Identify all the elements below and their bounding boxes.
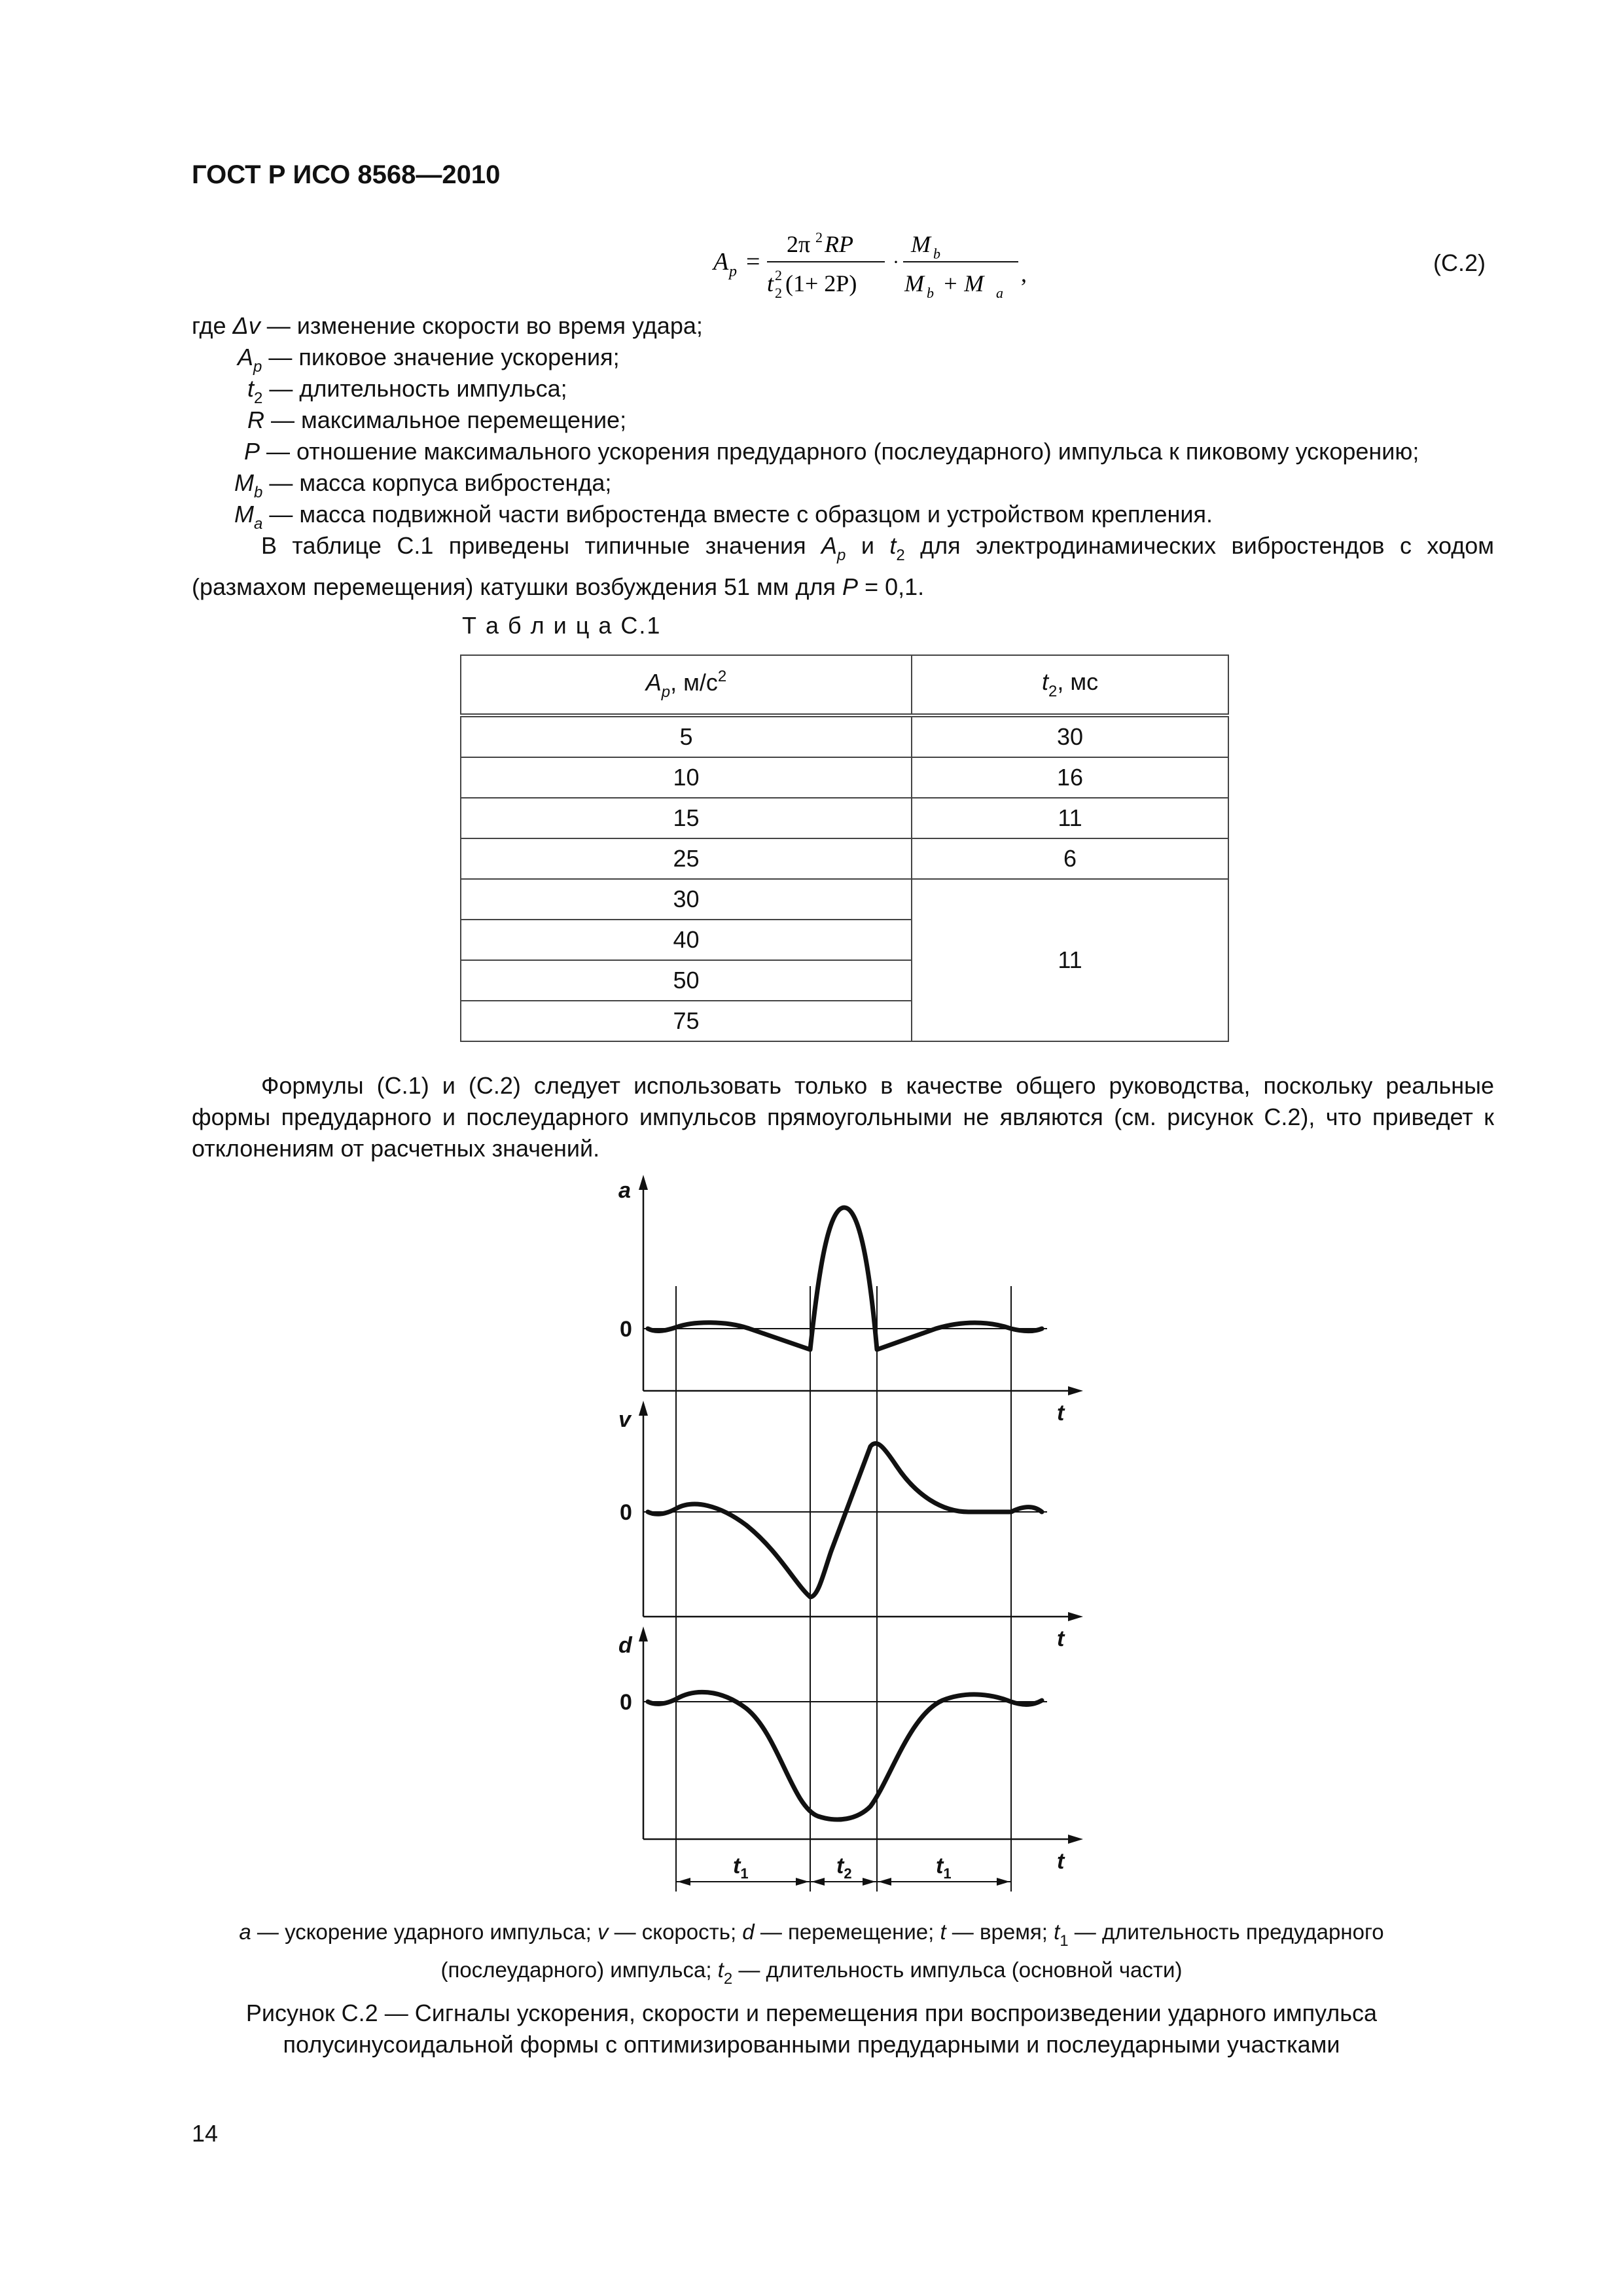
duration-label-t1-right: $t_1$ — [936, 1854, 952, 1882]
table-cell-ap: 75 — [461, 1001, 912, 1041]
table-cell-ap: 10 — [461, 757, 912, 798]
table-cell-t2: 11 — [912, 798, 1228, 838]
table-header-row — [461, 655, 1228, 715]
table-cell-ap: 30 — [461, 879, 912, 920]
table-row — [461, 838, 1228, 879]
zero-label-v: 0 — [620, 1500, 632, 1525]
figure-c2-diagram — [589, 1165, 1113, 1898]
svg-text:A: A — [713, 248, 729, 276]
svg-text:=: = — [746, 248, 760, 276]
table-row — [461, 879, 1228, 920]
duration-label-t1-left: $t_1$ — [733, 1854, 749, 1882]
table-row — [461, 715, 1228, 757]
table-cell-t2-merged: 11 — [912, 879, 1228, 1041]
formula-number: (С.2) — [1433, 249, 1486, 276]
page-number: 14 — [192, 2120, 219, 2147]
table-c1 — [460, 655, 1229, 1042]
legend-line-r: R — максимальное перемещение; — [247, 406, 627, 433]
table-cell-ap: 25 — [461, 838, 912, 879]
table-cell-ap: 15 — [461, 798, 912, 838]
figure-legend-line-2: (послеударного) импульса; $t_2$ — длительность импульса (основной части) — [440, 1958, 1183, 1988]
figure-legend — [124, 1918, 1499, 1994]
paragraph-table-intro: В таблице С.1 приведены типичные значения $A_p$ и $t_2$ для электродинамических вибростендов с ходом (размахом перемещения) катушки возбуждения 51 мм для P = 0,1. — [192, 532, 1495, 600]
svg-text:+ M: + M — [942, 270, 984, 296]
column-header-ap: $A_p$, $м/с^2$ — [461, 655, 912, 715]
formula-c2 — [700, 223, 1041, 311]
svg-text:RP: RP — [825, 231, 853, 257]
table-cell-t2: 30 — [912, 715, 1228, 757]
legend-line-p: P — отношение максимального ускорения предударного (послеударного) импульса к пиковому ускорению; — [244, 438, 1419, 465]
svg-text:b: b — [927, 285, 934, 301]
legend-line-ma: $M_a$ — масса подвижной части вибростенда вместе с образцом и устройством крепления. — [234, 501, 1213, 533]
svg-text:2: 2 — [815, 229, 823, 245]
svg-text:·: · — [893, 251, 899, 273]
svg-text:M: M — [904, 270, 924, 296]
axis-label-v: v — [618, 1407, 631, 1432]
column-header-t2: $t_2$, мс — [912, 655, 1228, 715]
legend-line-t2: $t_2$ — длительность импульса; — [247, 375, 567, 407]
table-cell-ap: 40 — [461, 920, 912, 960]
legend-line-ap: $A_p$ — пиковое значение ускорения; — [238, 344, 620, 376]
legend-line-mb: $M_b$ — масса корпуса вибростенда; — [234, 469, 612, 501]
displacement-curve — [648, 1692, 1042, 1820]
svg-text:t: t — [767, 270, 774, 296]
table-row — [461, 798, 1228, 838]
document-header: ГОСТ Р ИСО 8568—2010 — [192, 160, 501, 189]
figure-caption — [124, 1998, 1499, 2060]
svg-text:b: b — [933, 245, 940, 262]
svg-text:a: a — [996, 285, 1003, 301]
svg-text:,: , — [1021, 260, 1027, 287]
legend-line-dv: где Δv — изменение скорости во время удара; — [192, 312, 703, 339]
axis-label-a: a — [618, 1178, 631, 1203]
paragraph-formulas-note: Формулы (С.1) и (С.2) следует использовать только в качестве общего руководства, поскольку реальные формы предударного и послеударного импульсов прямоугольными не являются (см. рисунок С.2), что приведет к отклонениям от расчетных значений. — [192, 1072, 1494, 1162]
axis-label-d: d — [618, 1633, 632, 1658]
table-row — [461, 757, 1228, 798]
table-cell-t2: 6 — [912, 838, 1228, 879]
figure-legend-line-1: a — ускорение ударного импульса; v — скорость; d — перемещение; t — время; $t_1$ — длительность предударного — [239, 1920, 1384, 1950]
table-cell-t2: 16 — [912, 757, 1228, 798]
svg-text:M: M — [911, 231, 931, 257]
zero-label-d: 0 — [620, 1690, 632, 1715]
duration-label-t2: $t_2$ — [836, 1854, 852, 1882]
figure-caption-line-2: полусинусоидальной формы с оптимизированными предударными и послеударными участками — [283, 2031, 1340, 2058]
velocity-curve — [648, 1443, 1042, 1597]
axis-label-t-v: t — [1057, 1626, 1065, 1651]
formula-graphic — [700, 223, 1041, 308]
svg-text:2: 2 — [775, 267, 782, 283]
svg-text:2: 2 — [775, 285, 782, 301]
svg-text:(1+ 2P): (1+ 2P) — [785, 270, 857, 296]
axis-label-t-d: t — [1057, 1849, 1065, 1874]
zero-label-a: 0 — [620, 1317, 632, 1342]
table-caption: Т а б л и ц а С.1 — [462, 612, 662, 639]
svg-text:2π: 2π — [787, 231, 811, 257]
svg-text:p: p — [729, 263, 737, 280]
table-cell-ap: 50 — [461, 960, 912, 1001]
figure-caption-line-1: Рисунок С.2 — Сигналы ускорения, скорости и перемещения при воспроизведении ударного импульса — [245, 2000, 1378, 2026]
table-cell-ap: 5 — [461, 715, 912, 757]
axis-label-t-a: t — [1057, 1401, 1065, 1426]
